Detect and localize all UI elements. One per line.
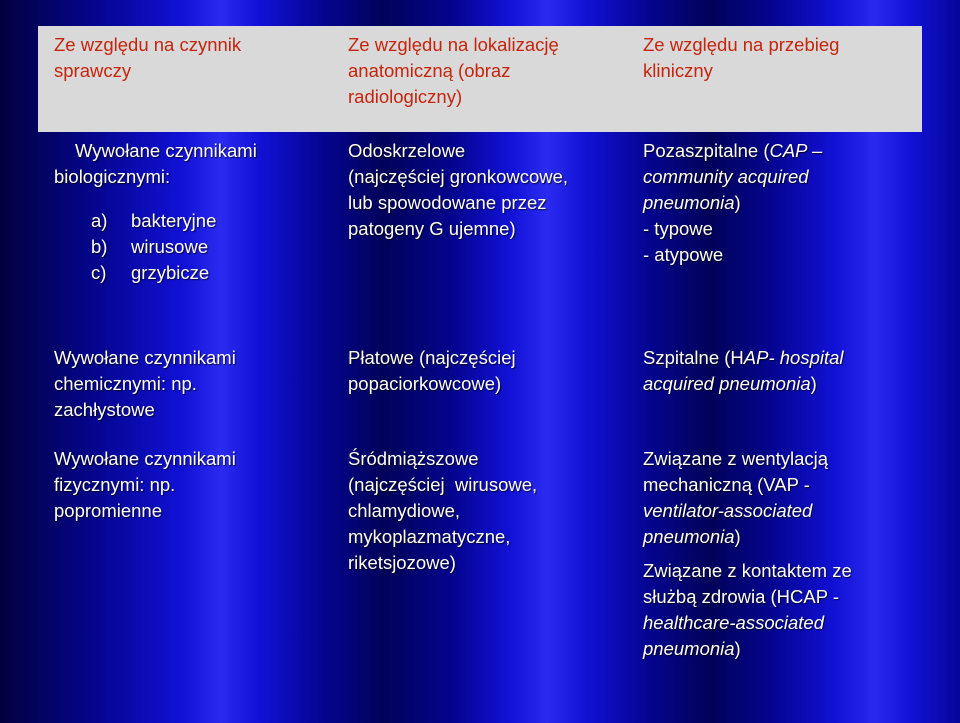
- header-course: [643, 32, 943, 84]
- list-text: wirusowe: [131, 236, 209, 257]
- row3-location-line: chlamydiowe,: [348, 500, 461, 521]
- row3-course: [643, 446, 943, 662]
- row1-course-line: community acquired: [643, 166, 809, 187]
- header-location: [348, 32, 628, 110]
- text-span: ): [734, 526, 741, 547]
- row2-location-line: popaciorkowcowe): [348, 373, 502, 394]
- row2-cause-line: Wywołane czynnikami: [54, 347, 236, 368]
- row3-cause-line: popromienne: [54, 500, 162, 521]
- text-span: ): [810, 373, 817, 394]
- row3-course-line: [643, 636, 943, 662]
- italic-span: pneumonia: [643, 192, 735, 213]
- text-span: Szpitalne (H: [643, 347, 744, 368]
- row1-course-line: - typowe: [643, 218, 713, 239]
- header-location-line: Ze względu na lokalizację: [348, 34, 559, 55]
- header-course-line: kliniczny: [643, 60, 713, 81]
- header-location-line: radiologiczny): [348, 86, 463, 107]
- italic-span: pneumonia: [643, 526, 735, 547]
- row3-cause-line: fizycznymi: np.: [54, 474, 176, 495]
- row3-cause: [54, 446, 324, 524]
- header-cause: [54, 32, 324, 84]
- italic-span: CAP –: [769, 140, 823, 161]
- list-marker: b): [91, 236, 108, 257]
- row2-cause-line: chemicznymi: np.: [54, 373, 197, 394]
- row1-course-line: [643, 190, 943, 216]
- row1-location: [348, 138, 628, 242]
- row1-cause-line: biologicznymi:: [54, 166, 171, 187]
- list-text: grzybicze: [131, 262, 210, 283]
- header-course-line: Ze względu na przebieg: [643, 34, 840, 55]
- row1-cause: [54, 138, 324, 286]
- list-item: [54, 234, 324, 260]
- row1-course: [643, 138, 943, 268]
- row3-location-line: riketsjozowe): [348, 552, 456, 573]
- row1-cause-line: Wywołane czynnikami: [75, 140, 257, 161]
- header-cause-line: Ze względu na czynnik: [54, 34, 242, 55]
- text-span: ): [734, 638, 741, 659]
- row3-cause-line: Wywołane czynnikami: [54, 448, 236, 469]
- italic-span: pneumonia: [643, 638, 735, 659]
- header-cause-line: sprawczy: [54, 60, 132, 81]
- list-item: [54, 260, 324, 286]
- text-span: Pozaszpitalne (: [643, 140, 770, 161]
- row3-course-line: Związane z kontaktem ze: [643, 560, 852, 581]
- list-item: [54, 208, 324, 234]
- row3-course-line: mechaniczną (VAP -: [643, 474, 810, 495]
- row2-course: [643, 345, 943, 397]
- row2-course-line: [643, 345, 943, 371]
- row1-location-line: patogeny G ujemne): [348, 218, 516, 239]
- row3-course-line: Związane z wentylacją: [643, 448, 829, 469]
- row3-course-line: ventilator-associated: [643, 500, 813, 521]
- italic-span: acquired pneumonia: [643, 373, 811, 394]
- row2-location-line: Płatowe (najczęściej: [348, 347, 516, 368]
- list-text: bakteryjne: [131, 210, 217, 231]
- italic-span: AP- hospital: [743, 347, 844, 368]
- row1-course-line: - atypowe: [643, 244, 724, 265]
- header-location-line: anatomiczną (obraz: [348, 60, 511, 81]
- row2-cause-line: zachłystowe: [54, 399, 155, 420]
- row1-course-line: [643, 138, 943, 164]
- row2-location: [348, 345, 628, 397]
- row2-cause: [54, 345, 324, 423]
- row3-location-line: Śródmiąższowe: [348, 448, 479, 469]
- list-marker: a): [91, 210, 108, 231]
- row2-course-line: [643, 371, 943, 397]
- row1-location-line: lub spowodowane przez: [348, 192, 547, 213]
- row1-location-line: Odoskrzelowe: [348, 140, 466, 161]
- row3-location-line: (najczęściej wirusowe,: [348, 474, 538, 495]
- row1-location-line: (najczęściej gronkowcowe,: [348, 166, 569, 187]
- list-marker: c): [91, 262, 107, 283]
- row3-location: [348, 446, 628, 576]
- row3-location-line: mykoplazmatyczne,: [348, 526, 511, 547]
- row3-course-line: healthcare-associated: [643, 612, 824, 633]
- row3-course-line: służbą zdrowia (HCAP -: [643, 586, 840, 607]
- text-span: ): [734, 192, 741, 213]
- row3-course-line: [643, 524, 943, 550]
